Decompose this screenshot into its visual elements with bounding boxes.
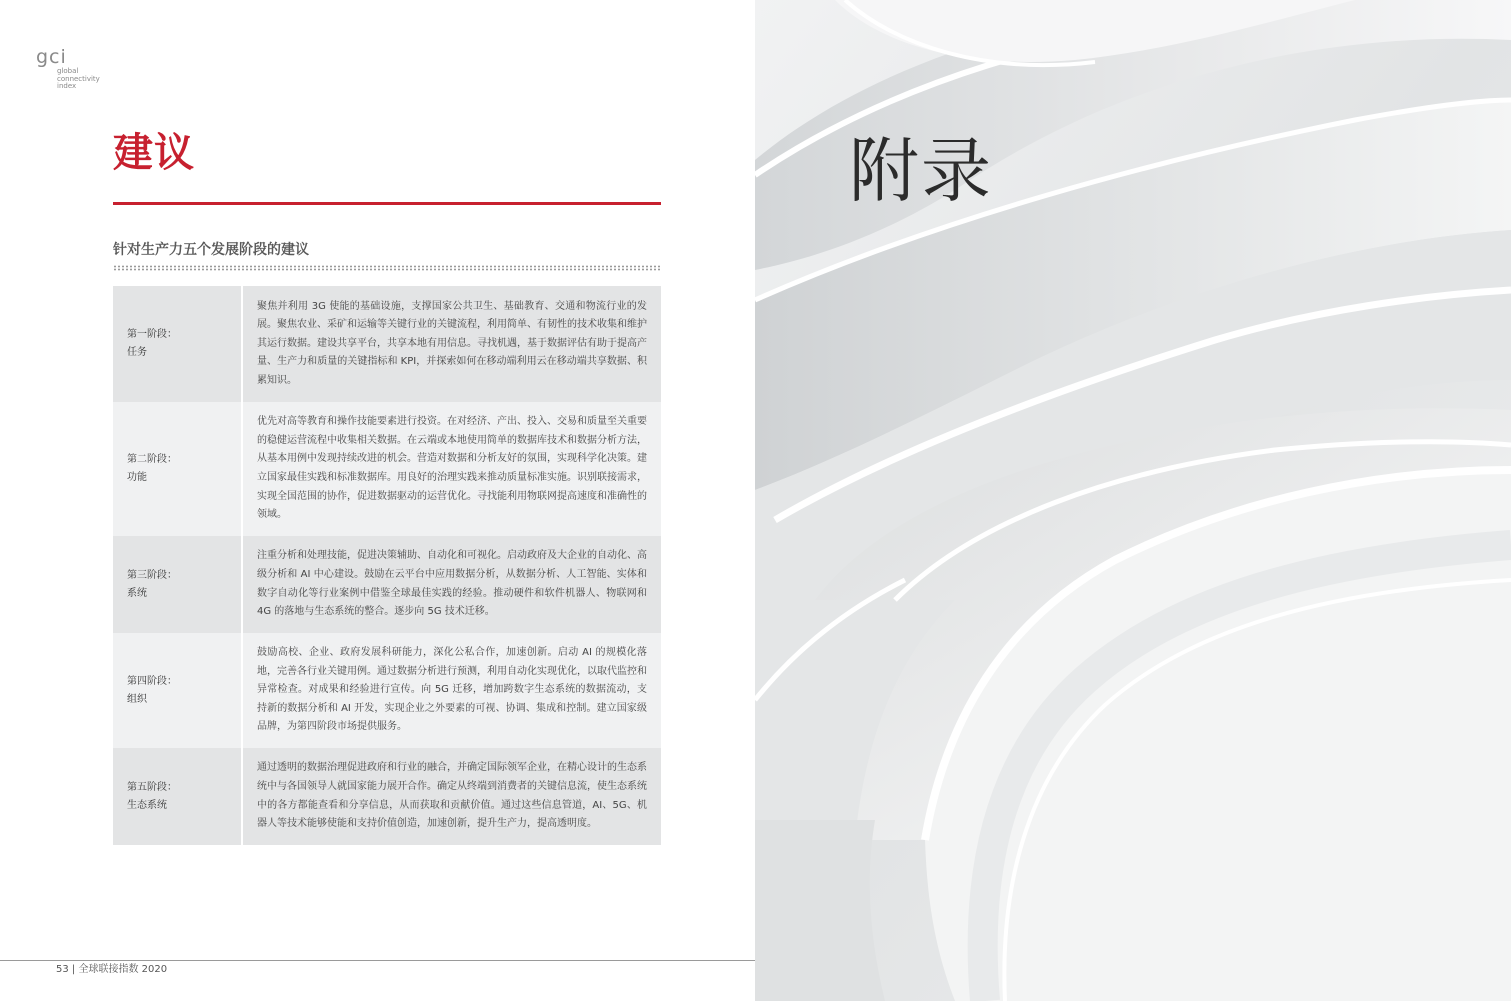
table-row (113, 633, 661, 748)
logo-word: index (57, 82, 77, 90)
stage-name: 任务 (127, 347, 147, 358)
stage-name: 生态系统 (127, 799, 167, 811)
section-subtitle: 针对生产力五个发展阶段的建议 (113, 242, 309, 258)
table-row (113, 536, 661, 633)
logo-mark: gci (36, 46, 67, 68)
stage-description: 聚焦并利用 3G 使能的基础设施，支撑国家公共卫生、基础教育、交通和物流行业的发展。聚焦农业、采矿和运输等关键行业的关键流程，利用简单、有韧性的技术收集和维护其运行数据。建设共享平台，共享本地有用信息。寻找机遇，基于数据评估有助于提高产量、生产力和质量的关键指标和 KPI，并探索如何在移动端利用云在移动端共享数据、积累知识。 (242, 286, 661, 402)
stage-label-cell (113, 633, 242, 748)
stage-label-cell (113, 536, 242, 633)
logo-word: global (57, 67, 79, 75)
stage-label-cell (113, 748, 242, 845)
stages-table (113, 286, 661, 845)
stage-label: 第四阶段： (127, 675, 177, 687)
appendix-title: 附录 (849, 130, 993, 212)
stage-description: 注重分析和处理技能，促进决策辅助、自动化和可视化。启动政府及大企业的自动化、高级分析和 AI 中心建设。鼓励在云平台中应用数据分析，从数据分析、人工智能、实体和数字自动化等行业案例中借鉴全球最佳实践的经验。推动硬件和软件机器人、物联网和 4G 的落地与生态系统的整合。逐步向 5G 技术迁移。 (242, 536, 661, 633)
left-page (0, 0, 755, 1001)
gci-logo (36, 46, 116, 94)
stage-label: 第三阶段： (127, 569, 177, 581)
dotted-divider (113, 265, 661, 271)
heading-rule (113, 202, 661, 205)
logo-word: connectivity (57, 74, 100, 83)
table-row (113, 402, 661, 536)
stage-label-cell (113, 286, 242, 402)
stage-name: 组织 (127, 693, 147, 705)
table-row (113, 748, 661, 845)
stage-label: 第二阶段： (127, 454, 177, 465)
page-footer: 53 | 全球联接指数 2020 (56, 964, 168, 975)
stage-name: 系统 (127, 587, 147, 599)
table-row (113, 286, 661, 402)
right-page (755, 0, 1511, 1001)
page-heading: 建议 (113, 130, 195, 176)
stage-label-cell (113, 402, 242, 536)
stage-label: 第五阶段： (127, 781, 177, 793)
footer-rule (0, 960, 755, 961)
stage-name: 功能 (127, 472, 147, 483)
stage-description: 鼓励高校、企业、政府发展科研能力，深化公私合作，加速创新。启动 AI 的规模化落地，完善各行业关键用例。通过数据分析进行预测，利用自动化实现优化，以取代监控和异常检查。对成果和经验进行宣传。向 5G 迁移，增加跨数字生态系统的数据流动，支持新的数据分析和 AI 开发，实现企业之外要素的可视、协调、集成和控制。建立国家级品牌，为第四阶段市场提供服务。 (242, 633, 661, 748)
stage-description: 通过透明的数据治理促进政府和行业的融合，并确定国际领军企业，在精心设计的生态系统中与各国领导人就国家能力展开合作。确定从终端到消费者的关键信息流，使生态系统中的各方都能查看和分享信息，从而获取和贡献价值。通过这些信息管道，AI、5G、机器人等技术能够使能和支持价值创造，加速创新，提升生产力，提高透明度。 (242, 748, 661, 845)
logo-words (57, 68, 100, 91)
stage-description: 优先对高等教育和操作技能要素进行投资。在对经济、产出、投入、交易和质量至关重要的稳健运营流程中收集相关数据。在云端或本地使用简单的数据库技术和数据分析方法，从基本用例中发现持续改进的机会。营造对数据和分析友好的氛围，实现科学化决策。建立国家最佳实践和标准数据库。用良好的治理实践来推动质量标准实施。识别联接需求，实现全国范围的协作，促进数据驱动的运营优化。寻找能利用物联网提高速度和准确性的领域。 (242, 402, 661, 536)
stage-label: 第一阶段： (127, 329, 177, 340)
